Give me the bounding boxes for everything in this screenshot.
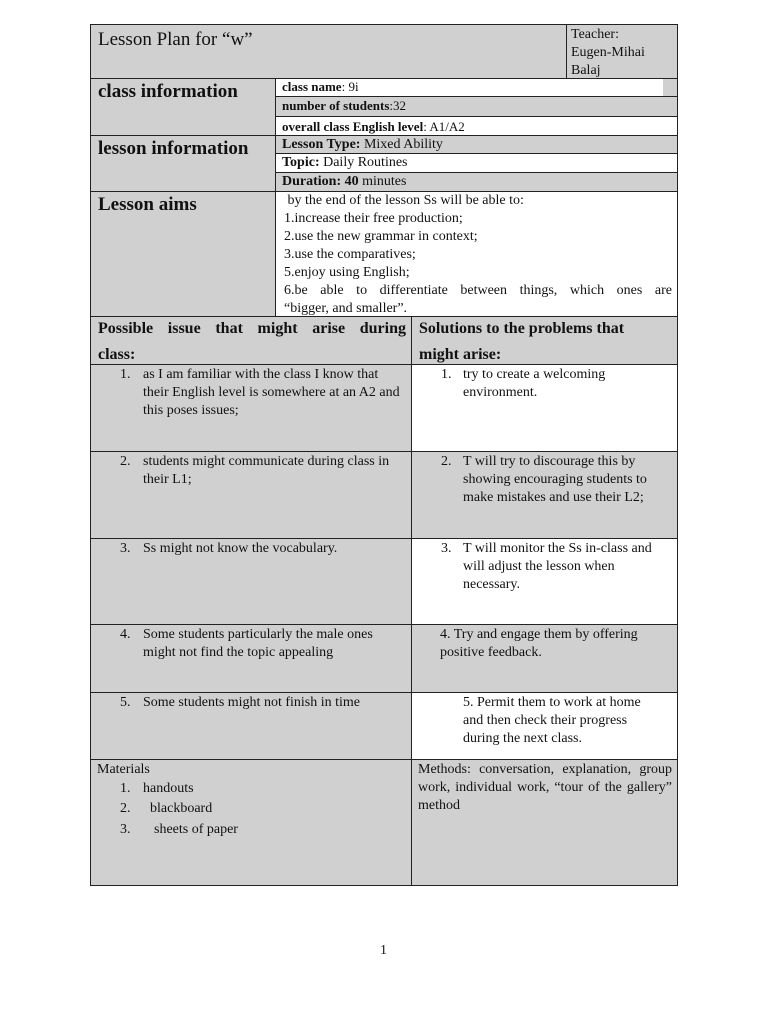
level-row [275, 116, 678, 136]
class-name-value: : 9i [341, 79, 359, 94]
solution-text-1: try to create a welcoming environment. [463, 367, 606, 400]
lesson-info-heading-cell [90, 135, 276, 192]
aim-1: 1.increase their free production; [284, 211, 463, 226]
title-cell [90, 24, 567, 79]
issue-number-1: 1. [120, 367, 131, 382]
solution-text-3: T will monitor the Ss in-class and will adjust the lesson when necessary. [463, 541, 652, 592]
class-info-heading-cell [90, 78, 276, 136]
level-value: : A1/A2 [423, 119, 465, 134]
issue-text-5: Some students might not finish in time [143, 695, 360, 710]
aim-6-line1: 6.be able to differentiate between things, which ones are [284, 283, 672, 298]
topic-label: Topic: [282, 155, 320, 170]
material-number-2: 2. [120, 801, 131, 816]
lesson-info-heading: lesson information [98, 138, 249, 159]
issue-cell-3 [90, 538, 412, 625]
duration-row [275, 172, 678, 192]
solutions-heading-cell [411, 316, 678, 365]
issues-heading-line2: class: [98, 346, 136, 363]
material-item-3: sheets of paper [154, 822, 238, 837]
material-item-2: blackboard [150, 801, 213, 816]
issue-cell-1 [90, 364, 412, 452]
methods-cell [411, 759, 678, 886]
class-name-label: class name [282, 79, 342, 94]
solution-number-3: 3. [441, 541, 452, 556]
topic-row [275, 153, 678, 173]
class-name-row [275, 78, 678, 97]
aim-6-line2: “bigger, and smaller”. [284, 301, 408, 316]
solution-text-2: T will try to discourage this by showing encouraging students to make mistakes and use their L2; [463, 454, 647, 505]
aim-5: 5.enjoy using English; [284, 265, 410, 280]
solutions-heading-line1: Solutions to the problems that [419, 320, 625, 337]
page-number: 1 [380, 943, 387, 958]
lesson-type-row [275, 135, 678, 154]
issue-cell-5 [90, 692, 412, 760]
class-info-heading: class information [98, 81, 238, 102]
lesson-type-label: Lesson Type: [282, 137, 361, 152]
solution-number-1: 1. [441, 367, 452, 382]
lesson-type-value: Mixed Ability [360, 137, 443, 152]
lesson-aims-heading: Lesson aims [98, 194, 197, 215]
solution-cell-2 [411, 451, 678, 539]
aim-3: 3.use the comparatives; [284, 247, 416, 262]
issues-heading-line1: Possible issue that might arise during [98, 320, 406, 337]
issue-text-2: students might communicate during class in their L1; [143, 454, 390, 487]
issue-cell-2 [90, 451, 412, 539]
solution-number-2: 2. [441, 454, 452, 469]
teacher-name-line2: Balaj [571, 63, 601, 78]
solutions-heading-line2: might arise: [419, 346, 502, 363]
teacher-label: Teacher: [571, 27, 619, 42]
issue-text-1: as I am familiar with the class I know that their English level is somewhere at an A2 and this poses issues; [143, 367, 400, 418]
solution-cell-1 [411, 364, 678, 452]
material-number-3: 3. [120, 822, 131, 837]
duration-value: minutes [358, 174, 407, 189]
issue-cell-4 [90, 624, 412, 693]
teacher-cell [566, 24, 678, 79]
page-title: Lesson Plan for “w” [98, 29, 253, 50]
material-number-1: 1. [120, 781, 131, 796]
issue-text-3: Ss might not know the vocabulary. [143, 541, 338, 556]
methods-text: Methods: conversation, explanation, group work, individual work, “tour of the gallery” method [418, 762, 672, 813]
topic-value: Daily Routines [319, 155, 408, 170]
material-item-1: handouts [143, 781, 194, 796]
teacher-name-line1: Eugen-Mihai [571, 45, 645, 60]
materials-heading: Materials [97, 762, 150, 777]
solution-cell-3 [411, 538, 678, 625]
level-label: overall class English level [282, 119, 424, 134]
solution-text-5: 5. Permit them to work at home and then check their progress during the next class. [463, 695, 641, 746]
issue-number-3: 3. [120, 541, 131, 556]
issue-number-4: 4. [120, 627, 131, 642]
lesson-aims-cell [275, 191, 678, 317]
issues-heading-cell [90, 316, 412, 365]
duration-label: Duration: 40 [282, 174, 359, 189]
aim-2: 2.use the new grammar in context; [284, 229, 478, 244]
students-label: number of students [282, 98, 390, 113]
students-value: :32 [389, 98, 407, 113]
solution-cell-5 [411, 692, 678, 760]
issue-number-2: 2. [120, 454, 131, 469]
materials-cell [90, 759, 412, 886]
lesson-aims-heading-cell [90, 191, 276, 317]
solution-cell-4 [411, 624, 678, 693]
solution-text-4: 4. Try and engage them by offering positive feedback. [440, 627, 638, 660]
issue-text-4: Some students particularly the male ones might not find the topic appealing [143, 627, 373, 660]
issue-number-5: 5. [120, 695, 131, 710]
students-row [275, 96, 678, 117]
aims-intro: by the end of the lesson Ss will be able to: [284, 193, 524, 208]
